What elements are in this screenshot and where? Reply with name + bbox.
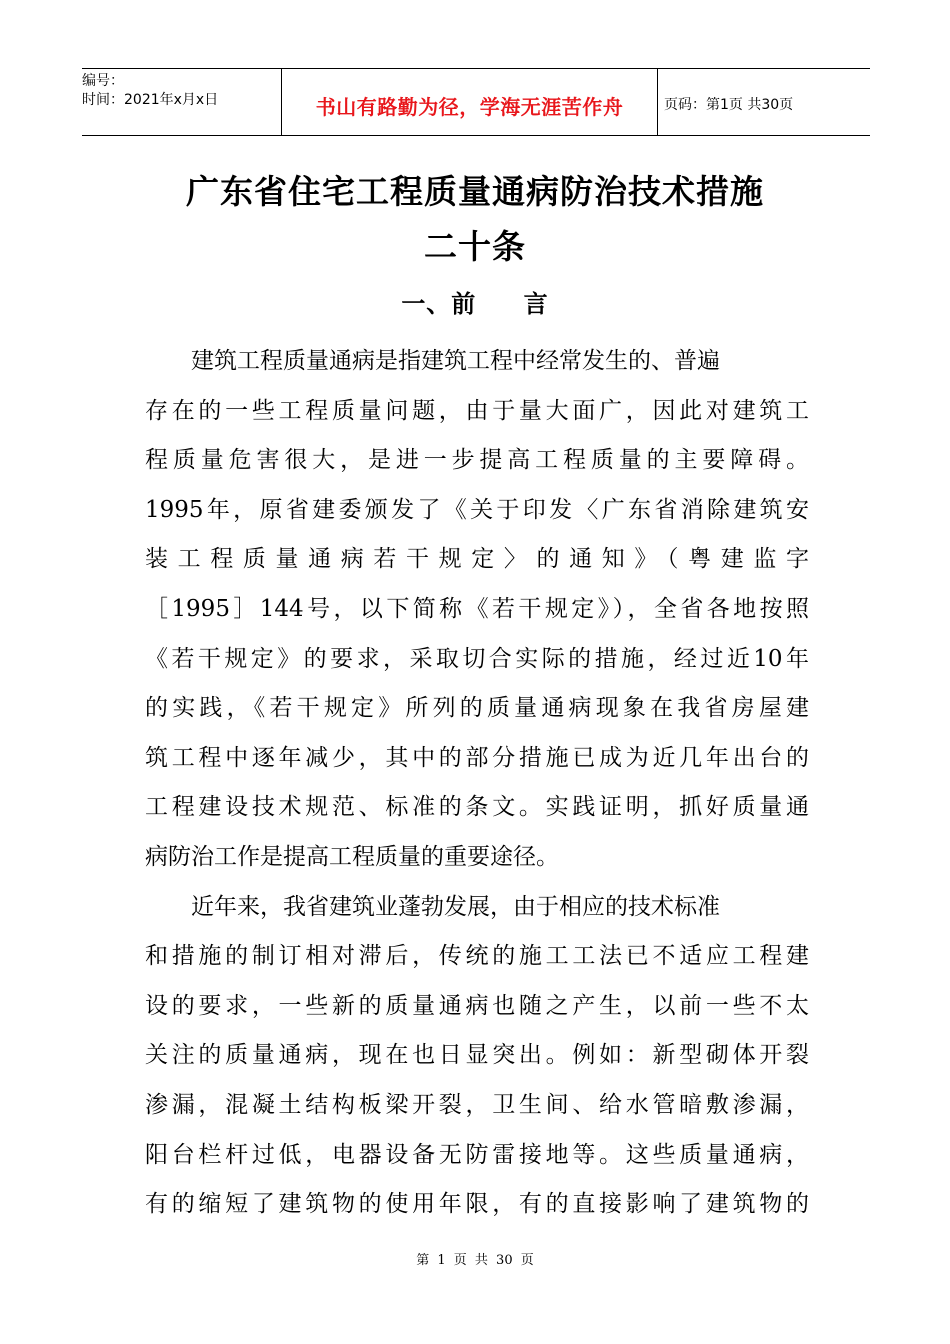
text-line: 《若干规定》的要求，采取切合实际的措施，经过近10年 (145, 645, 809, 672)
text-line: ［1995］144号，以下简称《若干规定》），全省各地按照 (145, 595, 809, 622)
text-line: 病防治工作是提高工程质量的重要途径。 (145, 843, 559, 870)
text-line: 设的要求，一些新的质量通病也随之产生，以前一些不太 (145, 992, 809, 1019)
text-line: 存在的一些工程质量问题，由于量大面广，因此对建筑工 (145, 397, 809, 424)
header-meta (82, 69, 282, 135)
header-motto: 书山有路勤为径，学海无涯苦作舟 (315, 94, 624, 119)
document-title-line-2: 二十条 (424, 227, 526, 266)
text-line: 关注的质量通病，现在也日显突出。例如：新型砌体开裂 (145, 1042, 809, 1069)
section-heading: 一、前 言 (401, 290, 549, 318)
text-line: 筑工程中逐年减少，其中的部分措施已成为近几年出台的 (145, 744, 809, 771)
text-line: 有的缩短了建筑物的使用年限，有的直接影响了建筑物的 (145, 1191, 809, 1218)
text-line: 近年来，我省建筑业蓬勃发展，由于相应的技术标准 (191, 893, 720, 920)
page-header (82, 68, 870, 136)
document-date-label: 时间：2021年x月x日 (82, 92, 219, 108)
text-line: 渗漏，混凝土结构板梁开裂，卫生间、给水管暗敷渗漏， (145, 1091, 809, 1118)
document-number-label: 编号： (82, 73, 124, 89)
header-page-info-cell (658, 69, 870, 135)
text-line: 建筑工程质量通病是指建筑工程中经常发生的、普遍 (191, 348, 720, 374)
text-line: 工程建设技术规范、标准的条文。实践证明，抓好质量通 (145, 794, 809, 821)
document-title-line-1: 广东省住宅工程质量通病防治技术措施 (186, 172, 764, 211)
header-motto-cell (282, 69, 658, 135)
document-body (145, 337, 809, 1230)
text-line: 的实践，《若干规定》所列的质量通病现象在我省房屋建 (145, 695, 809, 722)
text-line: 阳台栏杆过低，电器设备无防雷接地等。这些质量通病， (145, 1141, 809, 1168)
header-page-info: 页码：第1页 共30页 (664, 97, 794, 113)
text-line: 和措施的制订相对滞后，传统的施工工法已不适应工程建 (145, 943, 809, 970)
text-line: 程质量危害很大，是进一步提高工程质量的主要障碍。 (145, 447, 809, 474)
text-line: 1995年，原省建委颁发了《关于印发〈广东省消除建筑安 (145, 496, 809, 523)
text-line: 装工程质量通病若干规定〉的通知》（粤建监字 (145, 546, 809, 573)
page-footer: 第 1 页 共 30 页 (416, 1253, 534, 1268)
